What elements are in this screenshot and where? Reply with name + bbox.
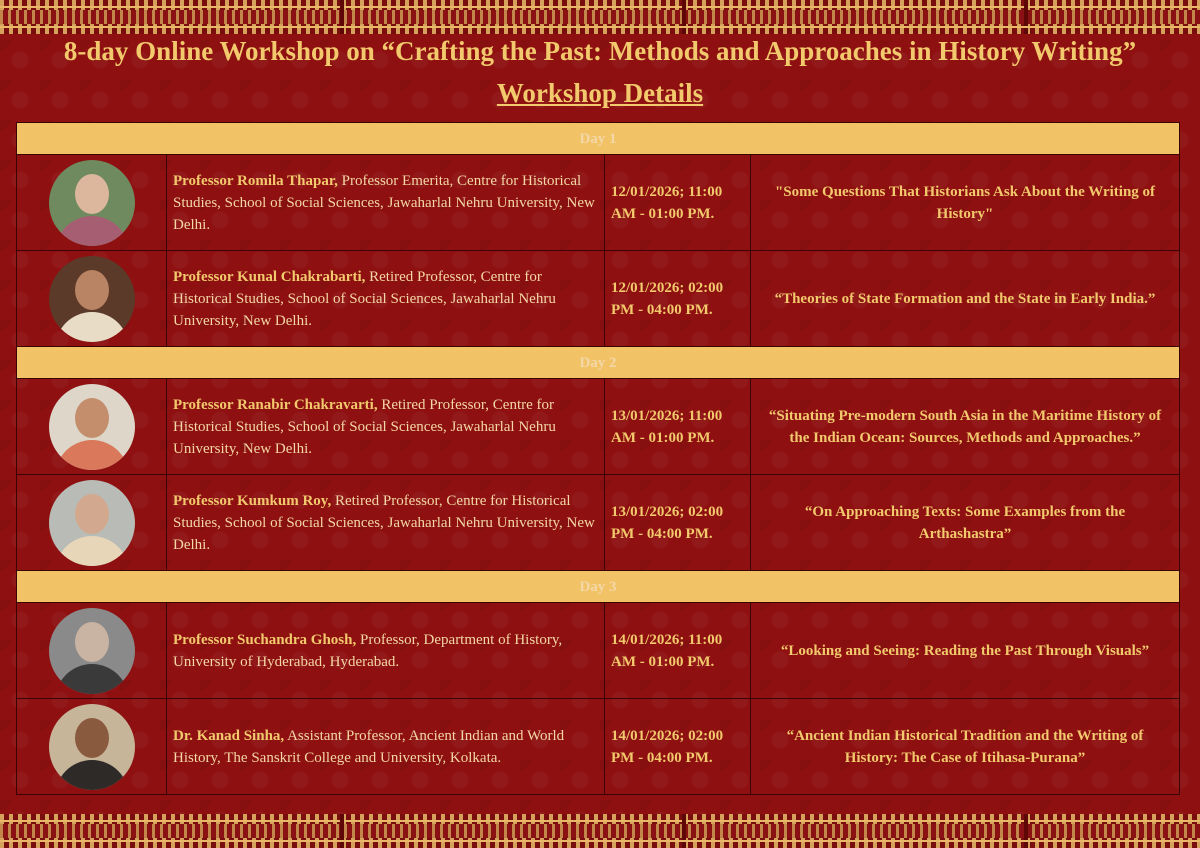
day-label: Day 2 bbox=[17, 347, 1180, 379]
speaker-photo bbox=[49, 256, 135, 342]
speaker-photo bbox=[49, 704, 135, 790]
session-topic: “Situating Pre-modern South Asia in the Maritime History of the Indian Ocean: Sources, Methods and Approaches.” bbox=[751, 379, 1180, 475]
speaker-name: Professor Kunal Chakrabarti, bbox=[173, 268, 366, 285]
speaker-name: Professor Ranabir Chakravarti, bbox=[173, 396, 378, 413]
speaker-photo bbox=[49, 160, 135, 246]
session-time: 12/01/2026; 02:00 PM - 04:00 PM. bbox=[605, 251, 751, 347]
speaker-affiliation: Retired Professor, Centre for Historical Studies, School of Social Sciences, Jawaharlal Nehru University, New Delhi. bbox=[173, 268, 556, 329]
table-row bbox=[17, 379, 1180, 475]
speaker-name: Professor Romila Thapar, bbox=[173, 172, 338, 189]
speaker-photo bbox=[49, 384, 135, 470]
table-row bbox=[17, 603, 1180, 699]
session-time: 14/01/2026; 11:00 AM - 01:00 PM. bbox=[605, 603, 751, 699]
session-time: 13/01/2026; 11:00 AM - 01:00 PM. bbox=[605, 379, 751, 475]
speaker-affiliation: Assistant Professor, Ancient Indian and World History, The Sanskrit College and University, Kolkata. bbox=[173, 727, 565, 766]
speaker-affiliation: Retired Professor, Centre for Historical Studies, School of Social Sciences, Jawaharlal Nehru University, New Delhi. bbox=[173, 492, 595, 553]
page-title: 8-day Online Workshop on “Crafting the Past: Methods and Approaches in History Writing” bbox=[63, 36, 1137, 66]
session-topic: “Looking and Seeing: Reading the Past Through Visuals” bbox=[751, 603, 1180, 699]
table-row bbox=[17, 251, 1180, 347]
page-subtitle: Workshop Details bbox=[496, 78, 704, 108]
day-header-row bbox=[17, 347, 1180, 379]
day-label: Day 3 bbox=[17, 571, 1180, 603]
session-time: 12/01/2026; 11:00 AM - 01:00 PM. bbox=[605, 155, 751, 251]
top-border-band bbox=[0, 0, 1200, 34]
speaker-affiliation: Professor Emerita, Centre for Historical Studies, School of Social Sciences, Jawaharlal Nehru University, New Delhi. bbox=[173, 172, 595, 233]
speaker-name: Professor Suchandra Ghosh, bbox=[173, 631, 357, 648]
table-row bbox=[17, 155, 1180, 251]
speaker-affiliation: Retired Professor, Centre for Historical Studies, School of Social Sciences, Jawaharlal Nehru University, New Delhi. bbox=[173, 396, 556, 457]
session-time: 13/01/2026; 02:00 PM - 04:00 PM. bbox=[605, 475, 751, 571]
session-topic: “Theories of State Formation and the State in Early India.” bbox=[751, 251, 1180, 347]
schedule-table bbox=[16, 122, 1180, 795]
session-topic: “On Approaching Texts: Some Examples from the Arthashastra” bbox=[751, 475, 1180, 571]
day-label: Day 1 bbox=[17, 123, 1180, 155]
table-row bbox=[17, 475, 1180, 571]
day-header-row bbox=[17, 571, 1180, 603]
table-row bbox=[17, 699, 1180, 795]
speaker-name: Dr. Kanad Sinha, bbox=[173, 727, 285, 744]
speaker-photo bbox=[49, 608, 135, 694]
speaker-photo bbox=[49, 480, 135, 566]
speaker-affiliation: Professor, Department of History, University of Hyderabad, Hyderabad. bbox=[173, 631, 563, 670]
bottom-border-band bbox=[0, 814, 1200, 848]
session-time: 14/01/2026; 02:00 PM - 04:00 PM. bbox=[605, 699, 751, 795]
day-header-row bbox=[17, 123, 1180, 155]
speaker-name: Professor Kumkum Roy, bbox=[173, 492, 332, 509]
session-topic: “Ancient Indian Historical Tradition and the Writing of History: The Case of Itihasa-Purana” bbox=[751, 699, 1180, 795]
session-topic: "Some Questions That Historians Ask About the Writing of History" bbox=[751, 155, 1180, 251]
